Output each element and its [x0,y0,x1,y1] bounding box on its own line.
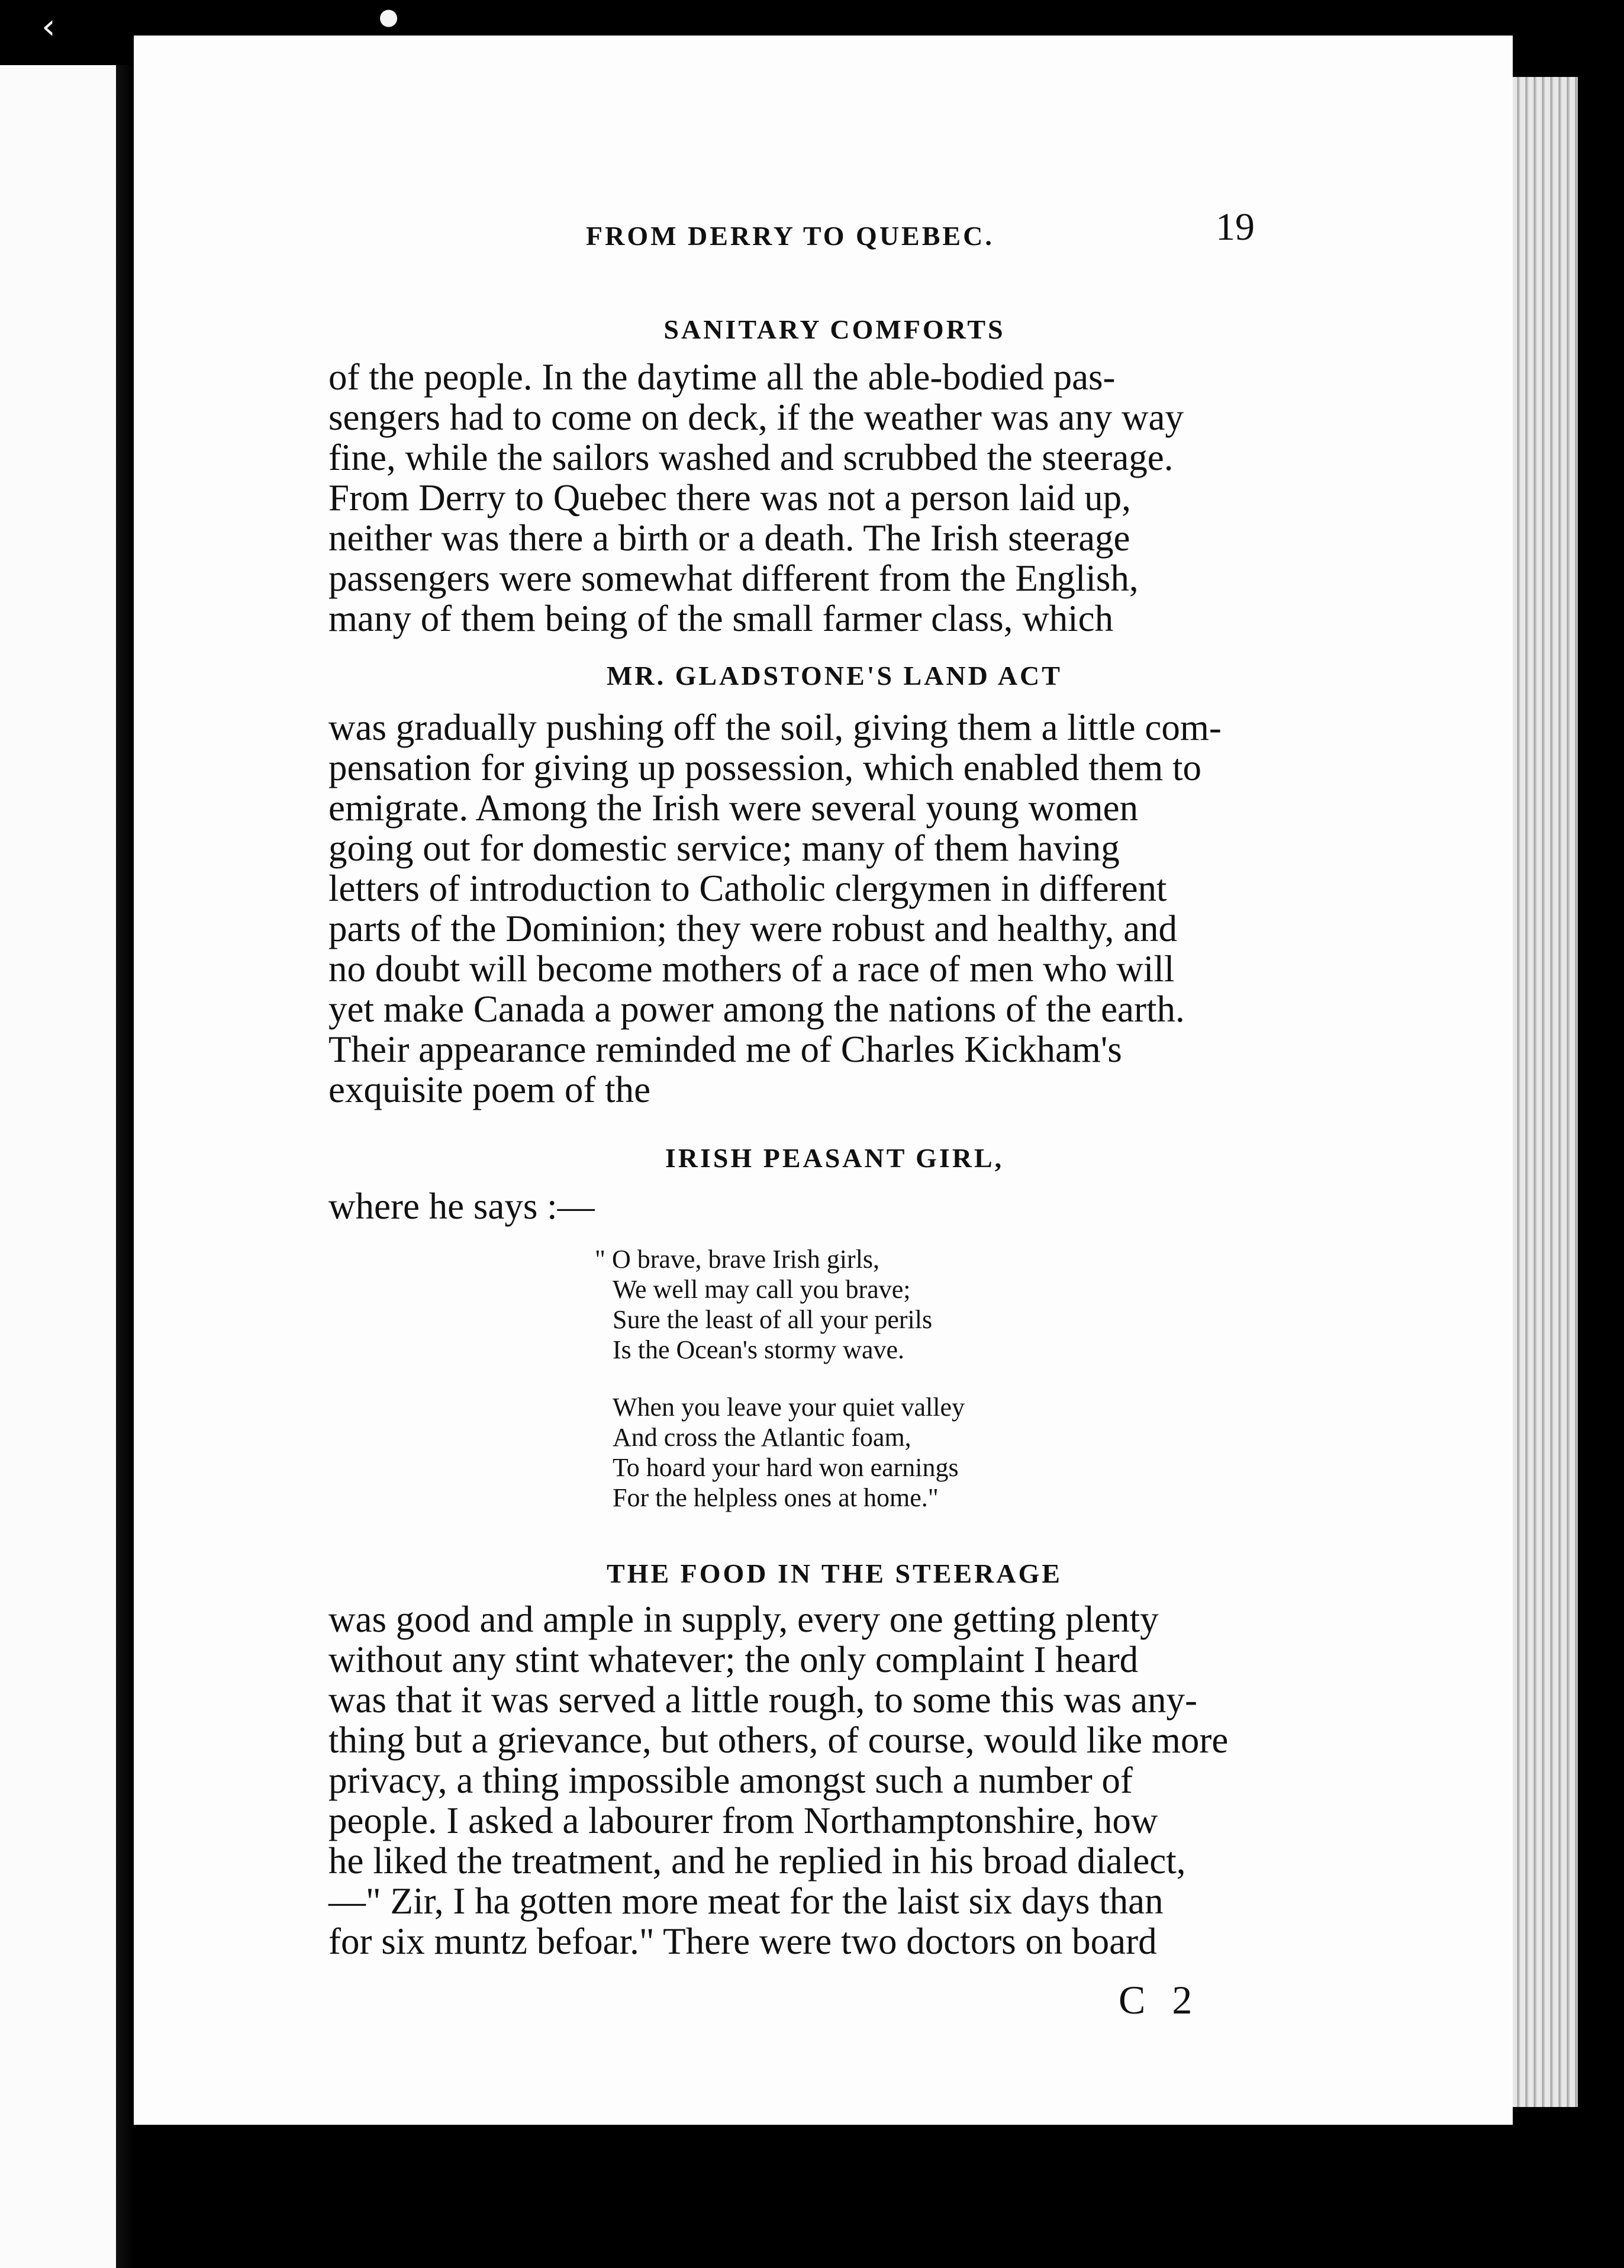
paragraph-land-act [328,707,1299,1110]
text-line: yet make Canada a power among the nations of the earth. [328,988,1185,1030]
text-line: passengers were somewhat different from the English, [328,558,1139,599]
text-line: From Derry to Quebec there was not a person laid up, [328,477,1131,518]
verse-line: For the helpless ones at home." [613,1483,939,1512]
text-line: privacy, a thing impossible amongst such a number of [328,1760,1133,1801]
signature-mark: C 2 [1119,1977,1201,2022]
heading-land-act: MR. GLADSTONE'S LAND ACT [607,661,1062,691]
text-line: was good and ample in supply, every one getting plenty [328,1599,1159,1640]
text-line: Their appearance reminded me of Charles Kickham's [328,1029,1122,1070]
text-line: was that it was served a little rough, to some this was any- [328,1679,1197,1721]
verse-line: When you leave your quiet valley [613,1393,965,1422]
text-line: neither was there a birth or a death. The Irish steerage [328,517,1130,559]
scan-border [1578,77,1624,2268]
text-line: people. I asked a labourer from Northamptonshire, how [328,1800,1158,1841]
left-page-edge [0,65,116,2268]
text-line: pensation for giving up possession, which enabled them to [328,747,1202,788]
text-line: sengers had to come on deck, if the weather was any way [328,397,1184,438]
heading-food-steerage: THE FOOD IN THE STEERAGE [607,1558,1062,1589]
paragraph-sanitary [328,357,1299,639]
paragraph-food [328,1599,1299,1961]
text-line: parts of the Dominion; they were robust and healthy, and [328,908,1178,949]
text-line: of the people. In the daytime all the able-bodied pas- [328,356,1116,398]
text-line: without any stint whatever; the only complaint I heard [328,1639,1139,1680]
verse-line: We well may call you brave; [613,1275,911,1304]
text-line: letters of introduction to Catholic clergymen in different [328,868,1167,909]
scan-mark-top: ● [379,4,399,30]
text-line: exquisite poem of the [328,1069,651,1110]
text-line: fine, while the sailors washed and scrubbed the steerage. [328,437,1174,478]
scan-mark-left: ‹ [41,6,56,47]
text-line: many of them being of the small farmer class, which [328,598,1114,639]
verse-line: Sure the least of all your perils [613,1305,933,1334]
page-number: 19 [1216,205,1255,249]
text-line: —" Zir, I ha gotten more meat for the laist six days than [328,1880,1164,1922]
text-line: for six muntz befoar." There were two doctors on board [328,1921,1157,1962]
text-line: was gradually pushing off the soil, giving them a little com- [328,707,1222,748]
verse-line: To hoard your hard won earnings [613,1453,959,1482]
heading-peasant-girl: IRISH PEASANT GIRL, [665,1143,1004,1173]
gutter-shadow [116,65,134,2268]
running-head: FROM DERRY TO QUEBEC. [586,221,994,251]
heading-sanitary-comforts: SANITARY COMFORTS [663,314,1006,344]
text-line: where he says :— [328,1185,595,1227]
text-line: no doubt will become mothers of a race of men who will [328,948,1175,990]
verse-line: Is the Ocean's stormy wave. [613,1335,905,1364]
verse-stanza-2 [595,1392,1127,1513]
verse-line: " O brave, brave Irish girls, [595,1245,880,1274]
text-line: going out for domestic service; many of them having [328,827,1120,869]
text-line: emigrate. Among the Irish were several young women [328,787,1139,829]
text-line: thing but a grievance, but others, of course, would like more [328,1719,1229,1761]
page-edges [1513,77,1578,2107]
verse-intro [328,1186,1299,1226]
verse-line: And cross the Atlantic foam, [613,1423,911,1452]
text-line: he liked the treatment, and he replied in his broad dialect, [328,1840,1186,1882]
verse-stanza-1 [595,1244,1127,1365]
